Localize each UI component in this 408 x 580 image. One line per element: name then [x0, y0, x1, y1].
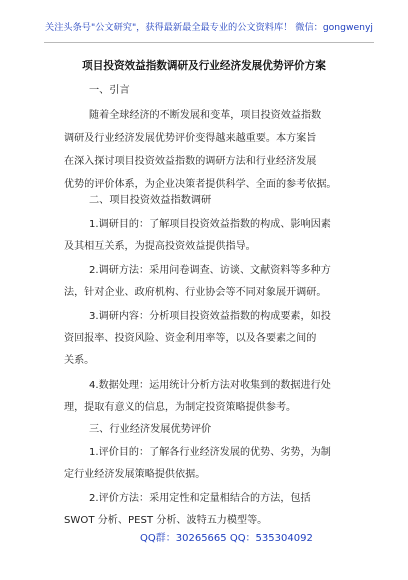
- paragraph-line: 2.评价方法：采用定性和定量相结合的方法，包括: [89, 493, 311, 504]
- paragraph-line: 理，提取有意义的信息，为制定投资策略提供参考。: [64, 402, 297, 413]
- paragraph-line: 优势的评价体系，为企业决策者提供科学、全面的参考依据。: [64, 179, 337, 190]
- section-heading-industry-evaluation: 三、行业经济发展优势评价: [89, 424, 212, 435]
- paragraph-line: 1.评价目的：了解各行业经济发展的优势、劣势，为制: [89, 447, 331, 458]
- paragraph-line: 法，针对企业、政府机构、行业协会等不同对象展开调研。: [64, 287, 327, 298]
- paragraph-line: 资回报率、投资风险、资金利用率等，以及各要素之间的: [64, 333, 317, 344]
- paragraph-line: 调研及行业经济发展优势评价变得越来越重要。本方案旨: [64, 133, 317, 144]
- section-heading-introduction: 一、引言: [89, 85, 130, 96]
- page-footer: QQ群：30265665 QQ：535304092: [140, 533, 313, 544]
- paragraph-line: 3.调研内容：分析项目投资效益指数的构成要素，如投: [89, 311, 331, 322]
- paragraph-line: SWOT 分析、PEST 分析、波特五力模型等。: [64, 515, 268, 526]
- paragraph-line: 及其相互关系，为提高投资效益提供指导。: [64, 241, 256, 252]
- paragraph-line: 1.调研目的：了解项目投资效益指数的构成、影响因素: [89, 219, 331, 230]
- paragraph-line: 关系。: [64, 355, 95, 366]
- page-header: 关注头条号"公文研究"，获得最新最全最专业的公文资料库！ 微信：gongwenyj: [45, 22, 373, 33]
- paragraph-line: 定行业经济发展策略提供依据。: [64, 469, 206, 480]
- paragraph-line: 随着全球经济的不断发展和变革，项目投资效益指数: [89, 110, 322, 121]
- section-heading-investment-survey: 二、项目投资效益指数调研: [89, 195, 212, 206]
- header-divider: [44, 42, 374, 43]
- paragraph-line: 4.数据处理：运用统计分析方法对收集到的数据进行处: [89, 380, 331, 391]
- document-title: 项目投资效益指数调研及行业经济发展优势评价方案: [82, 60, 326, 72]
- paragraph-line: 在深入探讨项目投资效益指数的调研方法和行业经济发展: [64, 156, 317, 167]
- paragraph-line: 2.调研方法：采用问卷调查、访谈、文献资料等多种方: [89, 265, 331, 276]
